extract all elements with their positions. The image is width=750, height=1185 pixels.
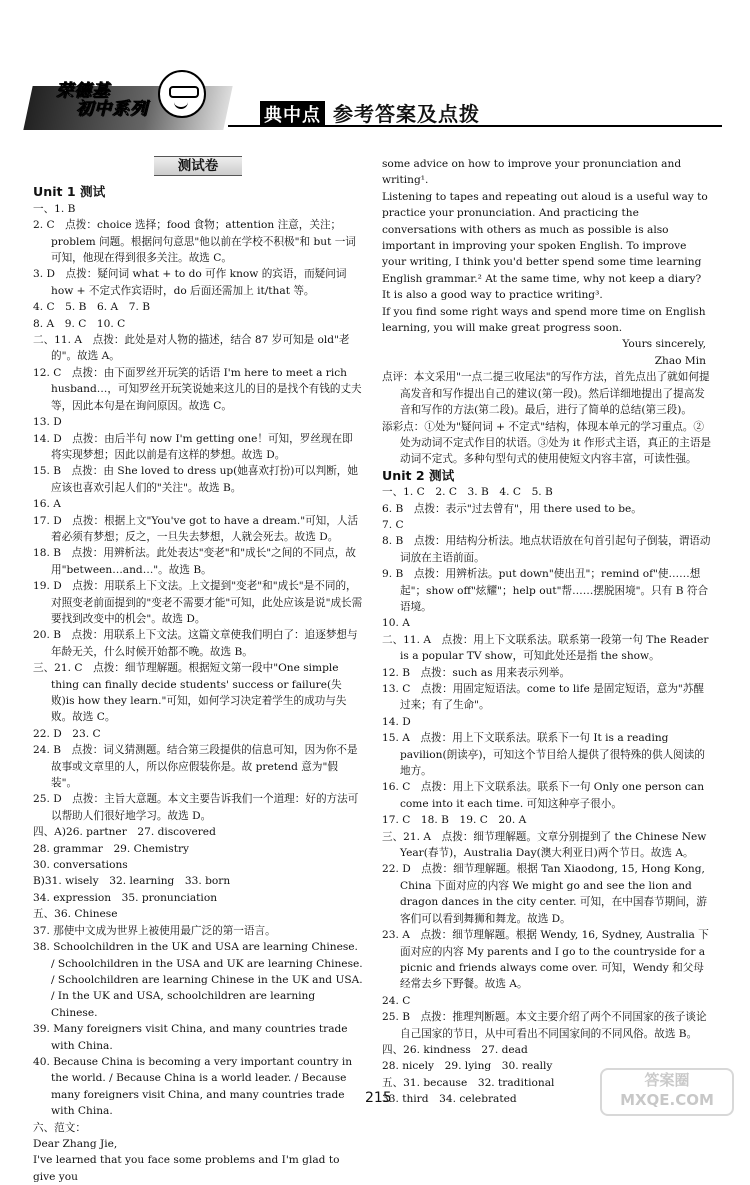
answer-item: 33. third 34. celebrated: [382, 1093, 517, 1106]
answer-item: 37. 那使中文成为世界上被使用最广泛的第一语言。: [33, 924, 276, 937]
caption-text: 测试卷: [154, 156, 243, 176]
page-title: [260, 98, 480, 127]
answer-item: 3. D 点拨：疑问词 what + to do 可作 know 的宾语，而疑问词how + 不定式作宾语时，do 后面还需加上 it/that 等。: [33, 268, 347, 297]
unit-heading: Unit 1 测试: [33, 184, 106, 200]
letter-signature: Yours sincerely,: [622, 338, 706, 351]
answer-item: 38. Schoolchildren in the UK and USA are learning Chinese. / Schoolchildren in the USA and UK are learning Chinese. / Schoolchildren are learning Chinese in the UK and USA. / In the UK and USA, schoolchildren are learning Chinese.: [33, 941, 363, 1019]
answer-item: 六、范文：: [33, 1121, 86, 1134]
answer-item: 点评：本文采用"一点二提三收尾法"的写作方法，首先点出了就如何提高发音和写作提出自己的建议(第一段)。然后详细地提出了提高发音和写作的方法(第二段)。最后，进行了简单的总结(第三段)。: [382, 371, 710, 417]
logo-line1: 荣德基: [56, 81, 110, 101]
page-number: 215: [365, 1090, 392, 1106]
answer-item: 25. D 点拨：主旨大意题。本文主要告诉我们一个道理：好的方法可以帮助人们很好地学习。故选 D。: [33, 793, 359, 822]
answer-item: 14. D: [382, 715, 411, 728]
answer-item: 18. B 点拨：用辨析法。此处表达"变老"和"成长"之间的不同点，故用"between…and…"。故选 B。: [33, 547, 356, 576]
answer-item: 16. C 点拨：用上下文联系法。联系下一句 Only one person can come into it each time. 可知这种亭子很小。: [382, 781, 705, 810]
left-column: [33, 156, 363, 1185]
answer-item: 2. C 点拨：choice 选择；food 食物；attention 注意，关注；problem 问题。根据问句意思"他以前在学校不积极"和 but 一词可知，他现在得到很多关注。故选 C。: [33, 219, 356, 265]
answer-item: 五、31. because 32. traditional: [382, 1076, 555, 1089]
header-rule: [228, 125, 722, 127]
answer-item: 34. expression 35. pronunciation: [33, 891, 218, 904]
answer-item: 24. B 点拨：词义猜测题。结合第三段提供的信息可知，因为你不是故事或文章里的人，所以你应假装你是。故 pretend 意为"假装"。: [33, 744, 358, 790]
answer-item: 三、21. C 点拨：细节理解题。根据短文第一段中"One simple thing can finally decide students' success or failure(失败)is how they learn."可知，如何学习决定着学生的成功与失败。故选 C。: [33, 662, 347, 724]
cartoon-face-icon: [158, 70, 206, 118]
letter-paragraph: I've learned that you face some problems and I'm glad to give you: [33, 1154, 340, 1183]
letter-signature: Zhao Min: [654, 354, 706, 367]
answer-item: B)31. wisely 32. learning 33. born: [33, 875, 231, 888]
answer-item: 17. D 点拨：根据上文"You've got to have a dream."可知，人活着必须有梦想；反之，一旦失去梦想，人就会死去。故选 D。: [33, 514, 359, 543]
answer-item: 7. C: [382, 518, 404, 531]
answer-item: 14. D 点拨：由后半句 now I'm getting one！可知，罗丝现在即将实现梦想；因此以前是有这样的梦想。故选 D。: [33, 432, 353, 461]
title-badge: 典中点: [260, 101, 325, 127]
answer-item: 12. B 点拨：such as 用来表示列举。: [382, 666, 571, 679]
answer-item: 28. grammar 29. Chemistry: [33, 842, 190, 855]
answer-item: 添彩点：①处为"疑问词 + 不定式"结构，体现本单元的学习重点。②处为动词不定式作目的状语。③处为 it 作形式主语，真正的主语是动词不定式。多种句型句式的使用使短文内容丰富，可读性强。: [382, 420, 712, 466]
answer-item: 15. A 点拨：用上下文联系法。联系下一句 It is a reading pavilion(朗读亭)，可知这个节目给人提供了很特殊的供人阅读的地方。: [382, 732, 705, 778]
answer-item: 13. D: [33, 416, 62, 429]
series-logo-text: [56, 82, 148, 118]
answer-item: 40. Because China is becoming a very important country in the world. / Because China is a world leader. / Because many foreigners visit China, and many countries trade with China.: [33, 1055, 353, 1118]
answer-item: 四、A)26. partner 27. discovered: [33, 826, 216, 839]
answer-item: 15. B 点拨：由 She loved to dress up(她喜欢打扮)可以判断，她应该也喜欢引起人们的"关注"。故选 B。: [33, 465, 358, 494]
logo-line2: 初中系列: [76, 99, 148, 119]
right-column: [382, 156, 712, 1108]
answer-item: 24. C: [382, 994, 411, 1007]
answer-item: 12. C 点拨：由下面罗丝开玩笑的话语 I'm here to meet a rich husband…，可知罗丝开玩笑说她来这儿的目的是找个有钱的丈夫等，因此本句是在询问原因。故选 C。: [33, 366, 362, 412]
answer-item: 8. B 点拨：用结构分析法。地点状语放在句首引起句子倒装，谓语动词放在主语前面。: [382, 535, 711, 564]
answer-item: 10. A: [382, 617, 410, 630]
title-text: 参考答案及点拨: [333, 102, 480, 126]
answer-item: 6. B 点拨：表示"过去曾有"，用 there used to be。: [382, 502, 642, 515]
answer-item: 39. Many foreigners visit China, and many countries trade with China.: [33, 1023, 348, 1052]
section-caption: [33, 156, 363, 176]
answer-item: 22. D 点拨：细节理解题。根据 Tan Xiaodong, 15, Hong Kong, China 下面对应的内容 We might go and see the lion and dragon dances in the city center. 可知，在中国春节期间，游客们可以看到舞狮和舞龙。故选 D。: [382, 863, 707, 925]
answer-item: 28. nicely 29. lying 30. really: [382, 1060, 553, 1073]
answer-item: 8. A 9. C 10. C: [33, 317, 126, 330]
letter-paragraph: Listening to tapes and repeating out aloud is a useful way to practice your pronunciation. And practicing the conversations with others as much as possible is also important in improving your spoken English. To improve your writing, I think you'd better spend some time learning English grammar.² At the same time, why not keep a diary? It is also a good way to practice writing³.: [382, 190, 708, 302]
answer-item: 25. B 点拨：推理判断题。本文主要介绍了两个不同国家的孩子谈论自己国家的节日，从中可看出不同国家间的不同风俗。故选 B。: [382, 1011, 707, 1040]
letter-paragraph: If you find some right ways and spend more time on English learning, you will make great progress soon.: [382, 305, 706, 335]
answer-item: 一、1. C 2. C 3. B 4. C 5. B: [382, 486, 553, 499]
answer-item: 22. D 23. C: [33, 727, 101, 740]
watermark: 答案圈 MXQE.COM: [600, 1068, 734, 1116]
answer-item: 30. conversations: [33, 859, 128, 872]
answer-item: 二、11. A 点拨：此处是对人物的描述，结合 87 岁可知是 old"老的"。故选 A。: [33, 334, 350, 363]
answer-item: 五、36. Chinese: [33, 908, 118, 921]
answer-item: 19. D 点拨：用联系上下文法。上文提到"变老"和"成长"是不同的，对照变老前面提到的"变老不需要才能"可知，此处应该是说"成长需要找到改变中的机会"。故选 D。: [33, 580, 363, 625]
answer-item: 17. C 18. B 19. C 20. A: [382, 814, 527, 827]
letter-paragraph: some advice on how to improve your pronunciation and writing¹.: [382, 158, 682, 187]
answer-item: 20. B 点拨：用联系上下文法。这篇文章使我们明白了：追逐梦想与年龄无关，什么时候开始都不晚。故选 B。: [33, 629, 358, 658]
answer-item: 4. C 5. B 6. A 7. B: [33, 301, 151, 314]
answer-item: 三、21. A 点拨：细节理解题。文章分别提到了 the Chinese New Year(春节)，Australia Day(澳大利亚日)两个节日。故选 A。: [382, 830, 707, 860]
answer-item: 23. A 点拨：细节理解题。根据 Wendy, 16, Sydney, Australia 下面对应的内容 My parents and I go to the countryside for a picnic and friends always come over. 可知，Wendy 和父母经常去乡下野餐。故选 A。: [382, 929, 709, 991]
page-header: [28, 78, 722, 132]
answer-item: 13. C 点拨：用固定短语法。come to life 是固定短语，意为"苏醒过来；有了生命"。: [382, 683, 704, 712]
answer-item: 9. B 点拨：用辨析法。put down"使出丑"；remind of"使……想起"；show off"炫耀"；help out"帮……摆脱困境"。只有 B 符合语境。: [382, 568, 709, 613]
answer-item: 16. A: [33, 498, 61, 511]
answer-item: Dear Zhang Jie,: [33, 1137, 118, 1150]
answer-item: 二、11. A 点拨：用上下文联系法。联系第一段第一句 The Reader is a popular TV show，可知此处还是指 the show。: [382, 633, 709, 663]
unit-heading: Unit 2 测试: [382, 467, 455, 483]
answer-item: 一、1. B: [33, 202, 76, 215]
answer-item: 四、26. kindness 27. dead: [382, 1043, 528, 1056]
